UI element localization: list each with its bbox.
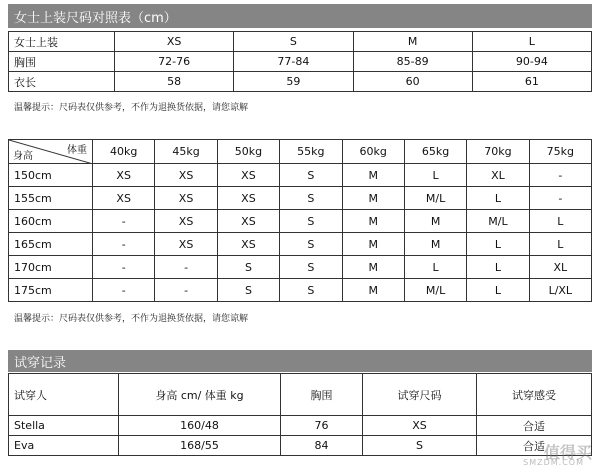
trial-name: Stella	[9, 416, 119, 436]
table-cell: M	[404, 233, 466, 256]
table-cell: -	[529, 187, 591, 210]
table-cell: M	[342, 279, 404, 302]
table-cell: XS	[217, 187, 279, 210]
table-cell: L	[467, 279, 529, 302]
size-chart-title: 女士上装尺码对照表（cm）	[8, 4, 592, 28]
table-cell: 61	[472, 72, 591, 92]
weight-header: 65kg	[404, 140, 466, 164]
weight-header: 60kg	[342, 140, 404, 164]
table-cell: M/L	[467, 210, 529, 233]
table-cell: XS	[363, 416, 477, 436]
table-cell: M	[404, 210, 466, 233]
table-cell: M	[342, 210, 404, 233]
weight-chart-note: 温馨提示：尺码表仅供参考，不作为退换货依据，请您谅解	[14, 314, 249, 324]
table-cell: S	[217, 279, 279, 302]
table-cell: XS	[217, 164, 279, 187]
table-cell: 59	[234, 72, 353, 92]
table-row	[9, 436, 592, 456]
table-cell: XS	[155, 210, 217, 233]
table-cell: L	[529, 233, 591, 256]
table-cell: XS	[217, 210, 279, 233]
table-cell: -	[93, 233, 155, 256]
size-chart-note: 温馨提示：尺码表仅供参考，不作为退换货依据，请您谅解	[14, 103, 249, 113]
trial-header-measure: 身高 cm/ 体重 kg	[119, 374, 281, 416]
height-axis-label: 身高	[13, 151, 33, 162]
height-cell: 165cm	[9, 233, 93, 256]
table-row	[9, 210, 592, 233]
table-cell: 160/48	[119, 416, 281, 436]
size-header-l: L	[472, 32, 591, 52]
table-cell: L	[529, 210, 591, 233]
size-header-s: S	[234, 32, 353, 52]
table-cell: L	[467, 233, 529, 256]
table-cell: XS	[155, 187, 217, 210]
table-cell: M	[342, 187, 404, 210]
trial-header-row	[9, 374, 592, 416]
table-cell: L/XL	[529, 279, 591, 302]
table-cell: M/L	[404, 187, 466, 210]
table-cell: 84	[281, 436, 363, 456]
table-cell: S	[280, 233, 342, 256]
table-cell: 合适	[477, 416, 592, 436]
table-cell: 60	[353, 72, 472, 92]
table-cell: -	[93, 279, 155, 302]
height-cell: 175cm	[9, 279, 93, 302]
table-cell: 168/55	[119, 436, 281, 456]
table-cell: -	[529, 164, 591, 187]
table-cell: S	[280, 187, 342, 210]
trial-title: 试穿记录	[8, 350, 592, 372]
size-chart-table	[8, 31, 592, 92]
table-cell: XS	[93, 187, 155, 210]
table-row	[9, 52, 592, 72]
table-cell: M	[342, 233, 404, 256]
table-cell: L	[467, 187, 529, 210]
table-cell: XS	[155, 233, 217, 256]
length-label: 衣长	[9, 72, 115, 92]
watermark-subtext: SMZDM.COM	[523, 458, 584, 467]
weight-axis-label: 体重	[67, 145, 87, 156]
table-row	[9, 256, 592, 279]
table-cell: 77-84	[234, 52, 353, 72]
trial-header-size: 试穿尺码	[363, 374, 477, 416]
trial-table	[8, 373, 592, 456]
table-cell: -	[155, 279, 217, 302]
table-row	[9, 72, 592, 92]
table-row	[9, 164, 592, 187]
table-cell: 85-89	[353, 52, 472, 72]
table-cell: S	[217, 256, 279, 279]
table-cell: 合适	[477, 436, 592, 456]
table-cell: M	[342, 164, 404, 187]
weight-header: 70kg	[467, 140, 529, 164]
table-cell: 58	[115, 72, 234, 92]
table-row	[9, 416, 592, 436]
table-cell: XS	[217, 233, 279, 256]
bust-label: 胸围	[9, 52, 115, 72]
weight-chart-table	[8, 139, 592, 302]
table-cell: L	[404, 256, 466, 279]
table-cell: -	[155, 256, 217, 279]
table-cell: XS	[93, 164, 155, 187]
table-cell: -	[93, 256, 155, 279]
table-cell: M/L	[404, 279, 466, 302]
weight-header: 45kg	[155, 140, 217, 164]
weight-chart-header-row	[9, 140, 592, 164]
trial-header-name: 试穿人	[9, 374, 119, 416]
weight-header: 55kg	[280, 140, 342, 164]
table-row	[9, 279, 592, 302]
table-cell: S	[280, 279, 342, 302]
table-cell: 72-76	[115, 52, 234, 72]
table-cell: L	[467, 256, 529, 279]
size-header-m: M	[353, 32, 472, 52]
size-header-xs: XS	[115, 32, 234, 52]
table-cell: -	[93, 210, 155, 233]
table-cell: 76	[281, 416, 363, 436]
table-cell: 90-94	[472, 52, 591, 72]
table-cell: XL	[467, 164, 529, 187]
height-cell: 155cm	[9, 187, 93, 210]
weight-header: 75kg	[529, 140, 591, 164]
table-row	[9, 187, 592, 210]
height-cell: 170cm	[9, 256, 93, 279]
size-chart-header-row	[9, 32, 592, 52]
trial-header-feel: 试穿感受	[477, 374, 592, 416]
weight-header: 40kg	[93, 140, 155, 164]
table-cell: XL	[529, 256, 591, 279]
table-cell: M	[342, 256, 404, 279]
table-cell: S	[363, 436, 477, 456]
table-row	[9, 233, 592, 256]
table-cell: S	[280, 210, 342, 233]
height-cell: 160cm	[9, 210, 93, 233]
table-cell: S	[280, 164, 342, 187]
trial-header-bust: 胸围	[281, 374, 363, 416]
weight-header: 50kg	[217, 140, 279, 164]
table-cell: L	[404, 164, 466, 187]
trial-name: Eva	[9, 436, 119, 456]
height-cell: 150cm	[9, 164, 93, 187]
corner-cell	[9, 140, 93, 164]
table-cell: XS	[155, 164, 217, 187]
table-cell: S	[280, 256, 342, 279]
watermark-logo: 值得买	[543, 443, 592, 462]
size-chart-header-label: 女士上装	[9, 32, 115, 52]
